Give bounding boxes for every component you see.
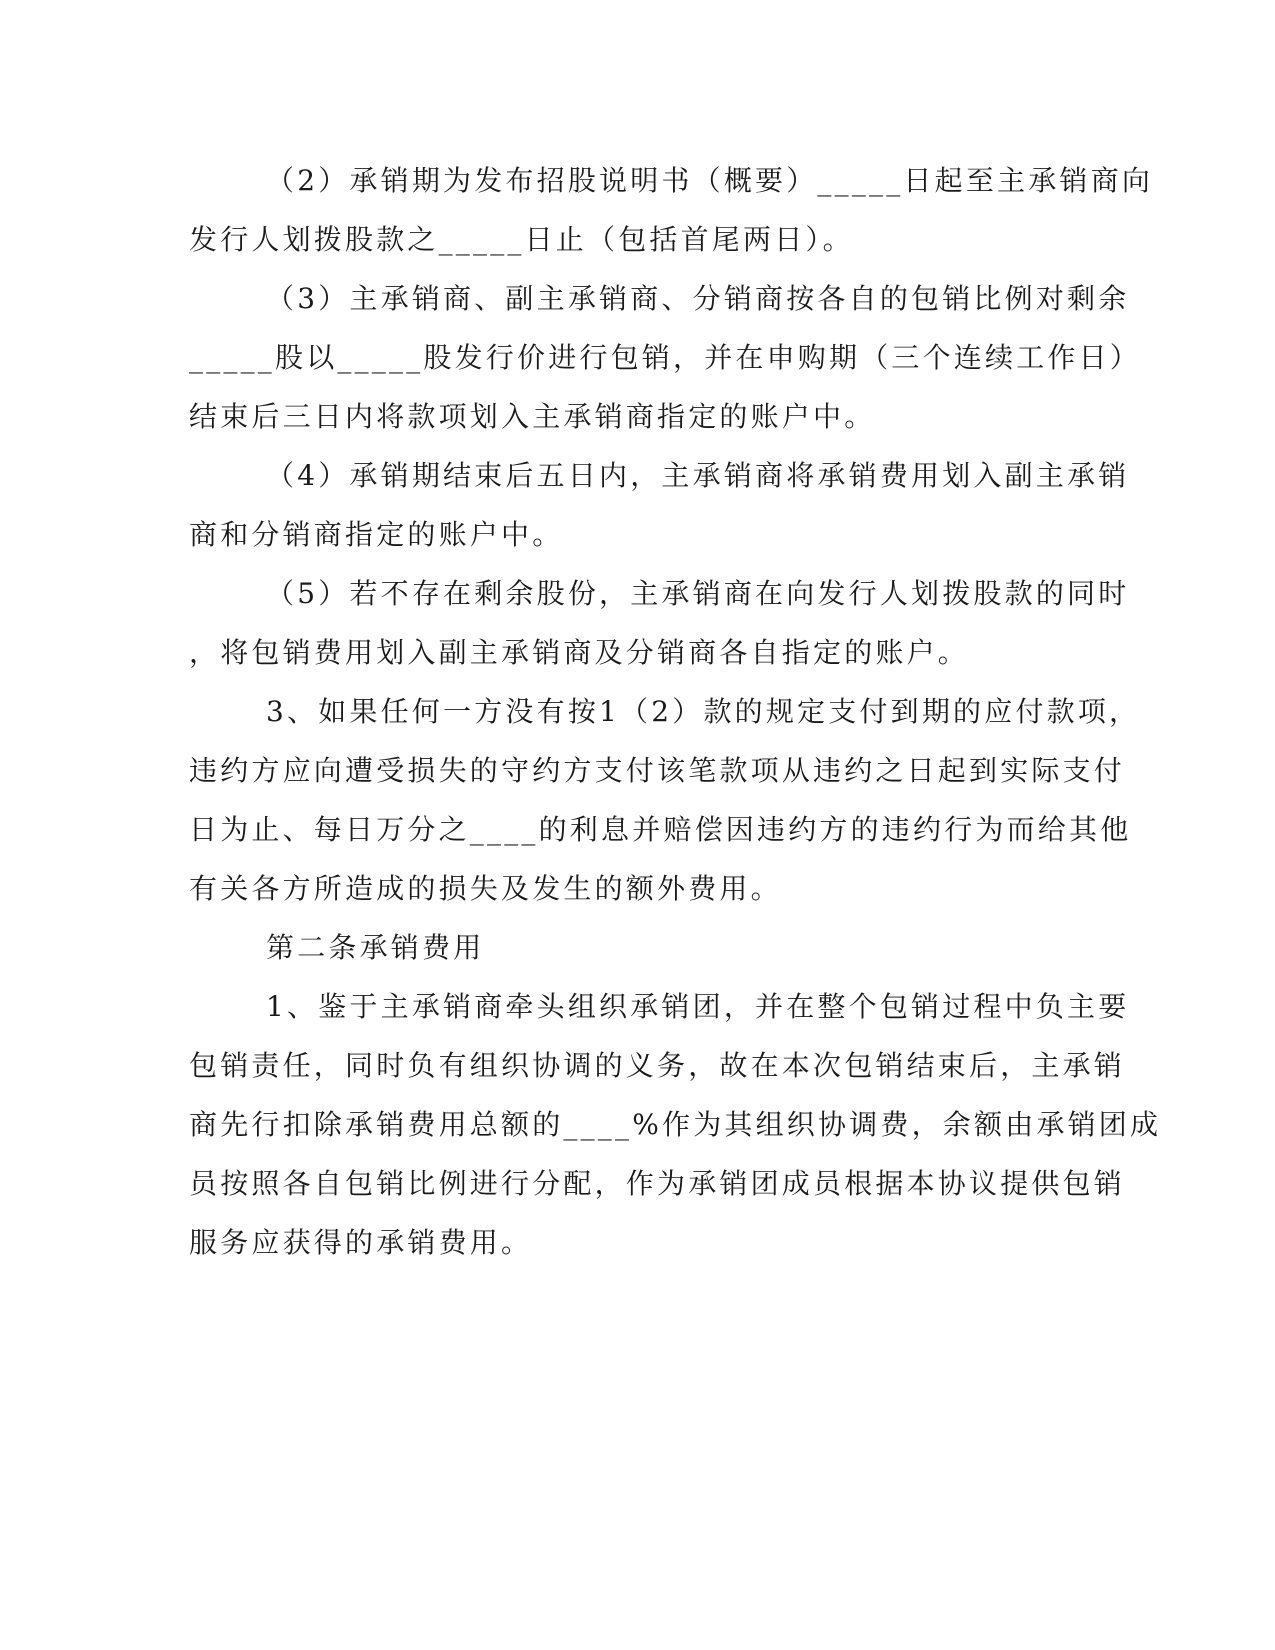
paragraph-3-line-3: 结束后三日内将款项划入主承销商指定的账户中。 <box>189 400 876 433</box>
paragraph-5-line-1: （5）若不存在剩余股份，主承销商在向发行人划拨股款的同时 <box>266 577 1130 610</box>
clause-3-line-2: 违约方应向遭受损失的守约方支付该笔款项从违约之日起到实际支付 <box>189 754 1126 787</box>
article-2-clause-1-line-3: 商先行扣除承销费用总额的____%作为其组织协调费，余额由承销团成 <box>189 1108 1162 1141</box>
paragraph-3-line-2: _____股以_____股发行价进行包销，并在申购期（三个连续工作日） <box>189 341 1142 374</box>
article-2-clause-1-line-4: 员按照各自包销比例进行分配，作为承销团成员根据本协议提供包销 <box>189 1167 1126 1200</box>
paragraph-5-line-2: ，将包销费用划入副主承销商及分销商各自指定的账户。 <box>189 636 970 669</box>
article-2-clause-1-line-1: 1、鉴于主承销商牵头组织承销团，并在整个包销过程中负主要 <box>266 990 1130 1023</box>
clause-3-line-3: 日为止、每日万分之____的利息并赔偿因违约方的违约行为而给其他 <box>189 813 1132 846</box>
paragraph-2-line-1: （2）承销期为发布招股说明书（概要）_____日起至主承销商向 <box>266 164 1154 197</box>
paragraph-4-line-2: 商和分销商指定的账户中。 <box>189 518 564 551</box>
paragraph-4-line-1: （4）承销期结束后五日内，主承销商将承销费用划入副主承销 <box>266 459 1130 492</box>
clause-3-line-4: 有关各方所造成的损失及发生的额外费用。 <box>189 872 782 905</box>
article-2-heading: 第二条承销费用 <box>266 931 485 964</box>
paragraph-2-line-2: 发行人划拨股款之_____日止（包括首尾两日）。 <box>189 223 854 256</box>
clause-3-line-1: 3、如果任何一方没有按1（2）款的规定支付到期的应付款项， <box>266 695 1141 728</box>
article-2-clause-1-line-2: 包销责任，同时负有组织协调的义务，故在本次包销结束后，主承销 <box>189 1049 1126 1082</box>
article-2-clause-1-line-5: 服务应获得的承销费用。 <box>189 1226 533 1259</box>
paragraph-3-line-1: （3）主承销商、副主承销商、分销商按各自的包销比例对剩余 <box>266 282 1130 315</box>
